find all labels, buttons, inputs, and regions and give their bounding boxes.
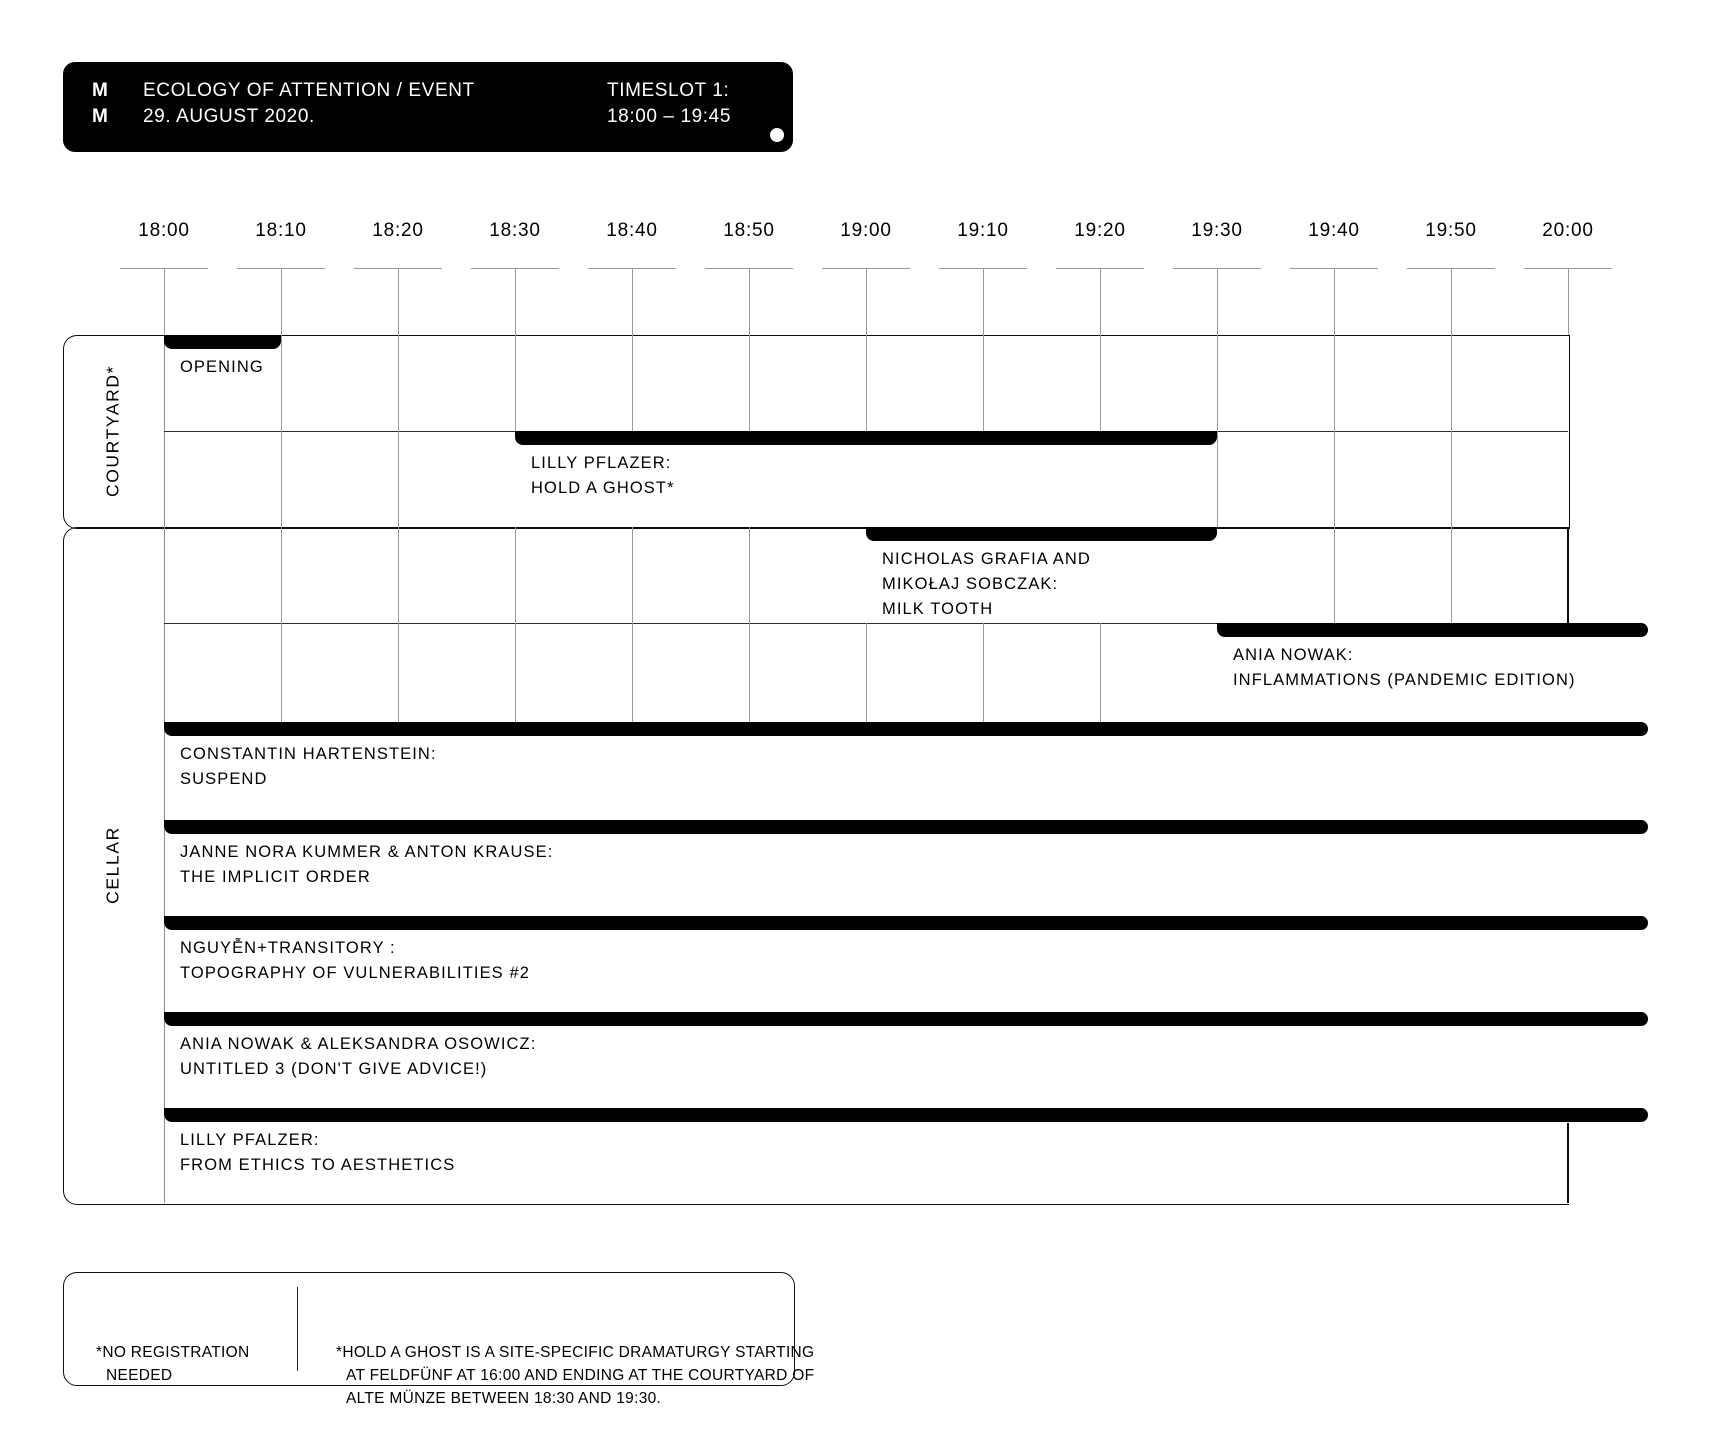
event-label-line: FROM ETHICS TO AESTHETICS xyxy=(180,1156,456,1174)
footnote-right xyxy=(336,1295,814,1440)
venue-label-cellar: CELLAR xyxy=(102,826,123,904)
event-label xyxy=(882,547,1091,622)
logo-line-2: M xyxy=(92,106,109,127)
gridline xyxy=(632,527,633,722)
event-label-line: UNTITLED 3 (DON'T GIVE ADVICE!) xyxy=(180,1060,488,1078)
timeline-tick-label: 18:50 xyxy=(723,220,775,241)
event-bar xyxy=(164,916,1648,930)
venue-label-divider xyxy=(164,335,165,1203)
event-bar xyxy=(164,722,1648,736)
event-label-line: TOPOGRAPHY OF VULNERABILITIES #2 xyxy=(180,964,531,982)
event-bar xyxy=(515,431,1217,445)
timeline-tick-label: 19:00 xyxy=(840,220,892,241)
event-label xyxy=(180,936,530,986)
event-label-line: JANNE NORA KUMMER & ANTON KRAUSE: xyxy=(180,843,554,861)
footnote-right-line-1: *HOLD A GHOST IS A SITE-SPECIFIC DRAMATURGY STARTING xyxy=(336,1344,815,1361)
event-label-line: MIKOŁAJ SOBCZAK: xyxy=(882,575,1059,593)
timeline-tick-stub xyxy=(1568,268,1569,335)
event-label-line: SUSPEND xyxy=(180,770,268,788)
event-label xyxy=(180,355,264,380)
gridline xyxy=(866,623,867,722)
event-label xyxy=(1233,643,1576,693)
logo-line-1: M xyxy=(92,80,109,101)
header-title-block xyxy=(143,78,475,130)
timeline-tick-label: 19:10 xyxy=(957,220,1009,241)
gridline xyxy=(1451,335,1452,623)
timeline-tick-stub xyxy=(749,268,750,335)
timeline-tick-label: 20:00 xyxy=(1542,220,1594,241)
logo-mm xyxy=(92,78,108,130)
event-label xyxy=(180,840,553,890)
timeline-tick-label: 18:00 xyxy=(138,220,190,241)
gridline xyxy=(749,527,750,722)
gridline xyxy=(1100,623,1101,722)
timeline-tick-stub xyxy=(164,268,165,335)
timeline-tick-stub xyxy=(515,268,516,335)
event-label-line: LILLY PFALZER: xyxy=(180,1131,320,1149)
venue-label-courtyard: COURTYARD* xyxy=(102,364,123,498)
event-date: 29. AUGUST 2020. xyxy=(143,106,315,127)
timeline-tick-label: 19:50 xyxy=(1425,220,1477,241)
header-dot-icon xyxy=(770,128,784,142)
timeline-tick-label: 18:20 xyxy=(372,220,424,241)
box-right-edge xyxy=(1567,1123,1569,1203)
event-label-line: INFLAMMATIONS (PANDEMIC EDITION) xyxy=(1233,671,1576,689)
footnote-left-line-1: *NO REGISTRATION xyxy=(96,1344,250,1361)
gridline xyxy=(398,335,399,722)
gridline xyxy=(281,335,282,722)
gridline xyxy=(749,335,750,431)
footnote-divider xyxy=(297,1287,298,1371)
event-label-line: OPENING xyxy=(180,358,264,376)
event-label xyxy=(531,451,675,501)
gridline xyxy=(632,335,633,431)
footnote-left-line-2: NEEDED xyxy=(106,1367,173,1384)
header-bar xyxy=(63,62,793,152)
timeline-tick-label: 18:10 xyxy=(255,220,307,241)
event-label-line: ANIA NOWAK & ALEKSANDRA OSOWICZ: xyxy=(180,1035,537,1053)
event-bar xyxy=(866,527,1217,541)
timeslot-block xyxy=(607,78,731,130)
timeline-tick-label: 18:30 xyxy=(489,220,541,241)
timeline-tick-stub xyxy=(281,268,282,335)
event-label-line: LILLY PFLAZER: xyxy=(531,454,672,472)
timeline-tick-label: 19:30 xyxy=(1191,220,1243,241)
event-label-line: THE IMPLICIT ORDER xyxy=(180,868,371,886)
event-label xyxy=(180,742,437,792)
footnote-left xyxy=(96,1295,250,1433)
timeline-tick-stub xyxy=(1217,268,1218,335)
event-label-line: CONSTANTIN HARTENSTEIN: xyxy=(180,745,437,763)
timeline-tick-stub xyxy=(398,268,399,335)
gridline xyxy=(983,623,984,722)
event-label xyxy=(180,1128,455,1178)
event-label xyxy=(180,1032,536,1082)
timeline-tick-label: 19:40 xyxy=(1308,220,1360,241)
gridline xyxy=(983,335,984,431)
gridline xyxy=(1334,335,1335,623)
event-bar xyxy=(1217,623,1648,637)
gridline xyxy=(866,335,867,431)
gridline xyxy=(515,527,516,722)
event-bar xyxy=(164,1108,1648,1122)
gridline xyxy=(515,335,516,431)
timeline-tick-stub xyxy=(1451,268,1452,335)
timeline-tick-label: 19:20 xyxy=(1074,220,1126,241)
timeline-tick-stub xyxy=(983,268,984,335)
footnote-right-line-3: ALTE MÜNZE BETWEEN 18:30 AND 19:30. xyxy=(346,1390,662,1407)
footnote-right-line-2: AT FELDFÜNF AT 16:00 AND ENDING AT THE COURTYARD OF xyxy=(346,1367,815,1384)
box-right-edge xyxy=(1567,527,1569,623)
timeslot-range: 18:00 – 19:45 xyxy=(607,106,732,127)
event-label-line: NGUYỄN+TRANSITORY : xyxy=(180,939,396,957)
timeline-tick-label: 18:40 xyxy=(606,220,658,241)
timeline-tick-stub xyxy=(866,268,867,335)
timeline-tick-stub xyxy=(1334,268,1335,335)
event-bar xyxy=(164,335,281,349)
event-label-line: ANIA NOWAK: xyxy=(1233,646,1354,664)
timeline-tick-stub xyxy=(1100,268,1101,335)
gridline xyxy=(1100,335,1101,431)
event-bar xyxy=(164,1012,1648,1026)
timeslot-label: TIMESLOT 1: xyxy=(607,80,730,101)
footnote-box xyxy=(63,1272,815,1407)
event-title: ECOLOGY OF ATTENTION / EVENT xyxy=(143,80,475,101)
event-label-line: HOLD A GHOST* xyxy=(531,479,675,497)
timeline-tick-stub xyxy=(632,268,633,335)
event-label-line: MILK TOOTH xyxy=(882,600,994,618)
event-label-line: NICHOLAS GRAFIA AND xyxy=(882,550,1091,568)
gridline xyxy=(1217,335,1218,527)
event-bar xyxy=(164,820,1648,834)
